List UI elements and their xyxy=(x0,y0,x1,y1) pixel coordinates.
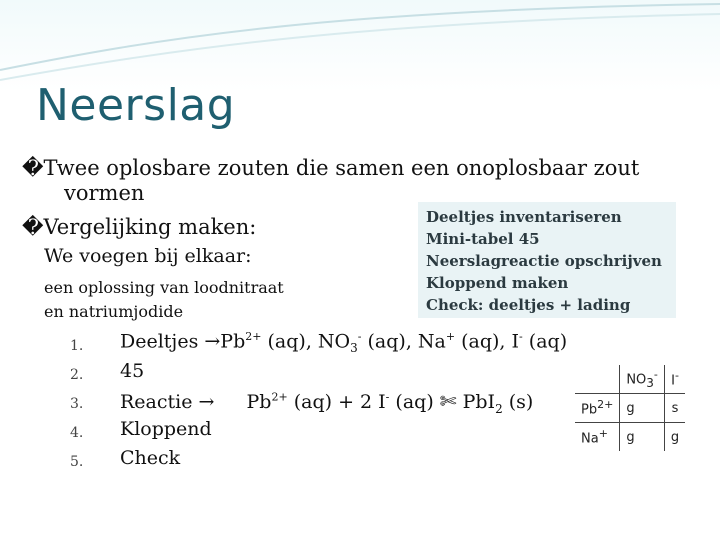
table-cell: g xyxy=(670,429,680,445)
table-row-header: Na+ xyxy=(575,423,620,452)
step-number: 1. xyxy=(70,338,84,354)
intro-line-4: We voegen bij elkaar: xyxy=(44,245,252,267)
table-cell: g xyxy=(620,423,665,452)
step-number: 2. xyxy=(70,367,84,383)
step-1: Deeltjes $\to Pb^{2+}$ (aq), $NO_3^-$ (aq), Na+ (aq), I- (aq) xyxy=(120,330,568,356)
table-cell: g xyxy=(620,394,665,423)
box-item: Deeltjes inventariseren xyxy=(426,208,622,226)
box-item: Check: deeltjes + lading xyxy=(426,296,631,314)
table-cell: s xyxy=(664,394,685,423)
step-number: 5. xyxy=(70,454,84,470)
box-item: Mini-tabel 45 xyxy=(426,230,540,248)
step-3: Reactie → $Pb^{2+}$ (aq) + 2 I- (aq) ✄ PbI$_2$ (s) xyxy=(120,389,534,416)
table-col-header: I- xyxy=(664,365,685,394)
box-item: Kloppend maken xyxy=(426,274,569,292)
table-row-header: $Pb^{2+}$ xyxy=(575,394,620,423)
table-row xyxy=(575,365,685,394)
arrow-icon: → xyxy=(204,330,221,353)
mini-table xyxy=(575,365,685,451)
title-band xyxy=(0,0,720,92)
step-5: Check xyxy=(120,447,181,469)
intro-line-1: �Twee oplosbare zouten die samen een onoplosbaar zout xyxy=(22,156,640,180)
scissors-icon: ✄ xyxy=(439,389,457,413)
intro-line-6: en natriumjodide xyxy=(44,302,184,321)
steps-box xyxy=(418,202,676,318)
step-2: 45 xyxy=(120,360,145,382)
intro-line-5: een oplossing van loodnitraat xyxy=(44,278,284,297)
table-row xyxy=(575,423,685,452)
table-corner xyxy=(575,365,620,394)
table-row xyxy=(575,394,685,423)
intro-line-2: vormen xyxy=(64,181,145,205)
box-item: Neerslagreactie opschrijven xyxy=(426,252,662,270)
step-number: 4. xyxy=(70,425,84,441)
table-col-header: $NO_3^-$ xyxy=(620,365,665,394)
step-number: 3. xyxy=(70,396,84,412)
arrow-icon: → xyxy=(198,391,215,413)
decorative-wave xyxy=(0,0,720,92)
intro-line-3: �Vergelijking maken: xyxy=(22,215,257,239)
slide-title: Neerslag xyxy=(36,80,236,131)
bullet-icon: � xyxy=(22,215,44,239)
bullet-icon: � xyxy=(22,156,44,180)
step-4: Kloppend xyxy=(120,418,212,440)
